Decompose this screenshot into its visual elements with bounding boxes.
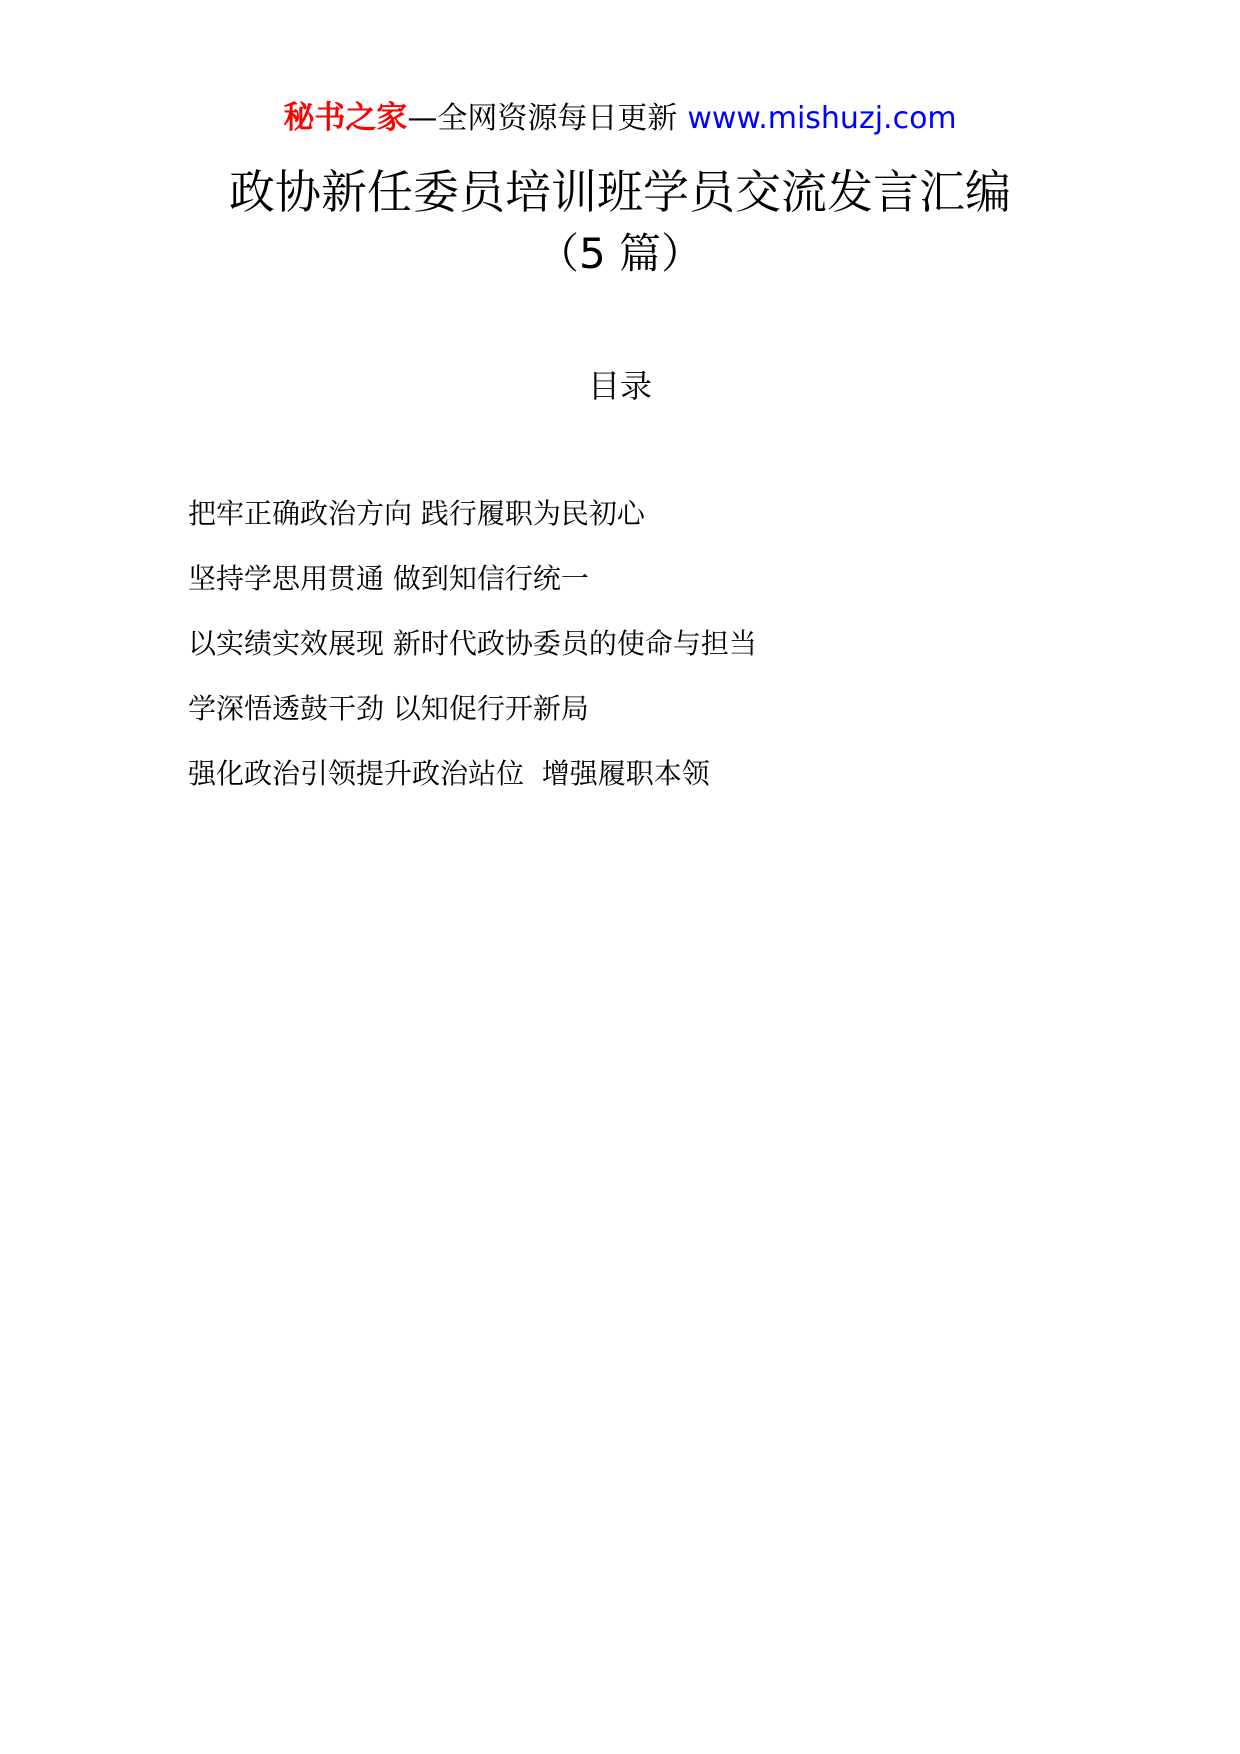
header-tagline: —全网资源每日更新 xyxy=(407,101,678,136)
toc-item[interactable]: 坚持学思用贯通 做到知信行统一 xyxy=(188,562,589,595)
document-subtitle: （5 篇） xyxy=(536,229,704,278)
site-header xyxy=(0,98,1240,139)
brand-name: 秘书之家 xyxy=(283,100,408,136)
toc-item[interactable]: 强化政治引领提升政治站位 增强履职本领 xyxy=(188,757,710,790)
toc-item[interactable]: 把牢正确政治方向 践行履职为民初心 xyxy=(188,497,645,530)
document-title: 政协新任委员培训班学员交流发言汇编 xyxy=(229,165,1011,219)
site-url-link[interactable]: www.mishuzj.com xyxy=(687,101,957,136)
toc-item[interactable]: 学深悟透鼓干劲 以知促行开新局 xyxy=(188,692,589,725)
toc-item[interactable]: 以实绩实效展现 新时代政协委员的使命与担当 xyxy=(188,627,757,660)
toc-list xyxy=(188,494,1168,819)
toc-heading: 目录 xyxy=(587,367,652,405)
